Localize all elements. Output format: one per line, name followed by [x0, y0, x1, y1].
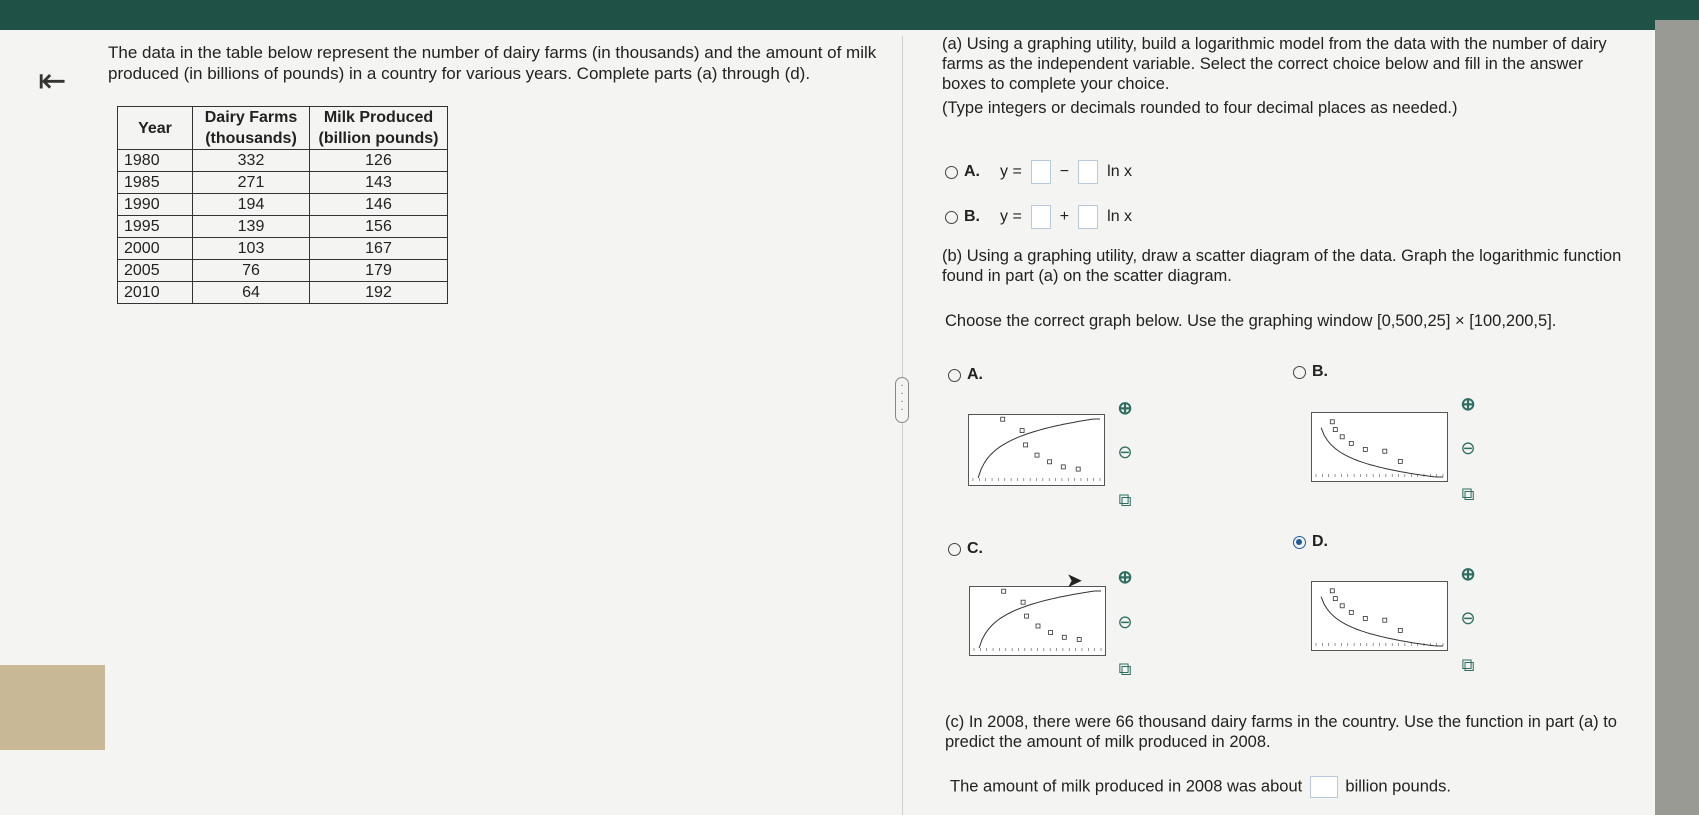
data-point	[1020, 429, 1024, 433]
panel-divider	[902, 36, 903, 815]
part-c-prompt: (c) In 2008, there were 66 thousand dairy farms in the country. Use the function in part (a) to predict the amount of milk produced in 2008.	[945, 713, 1617, 751]
data-point	[1333, 428, 1337, 432]
zoom-in-icon[interactable]: ⊕	[1460, 564, 1476, 584]
data-point	[1340, 604, 1344, 608]
part-a-prompt: (a) Using a graphing utility, build a logarithmic model from the data with the number of dairy farms as the independent variable. Select the correct choice below and fill in the answer boxes to complete your choice.	[942, 35, 1607, 93]
graph-d-plot	[1312, 582, 1447, 650]
answer-box-b1[interactable]	[1031, 205, 1051, 229]
data-point	[1398, 628, 1402, 632]
radio-button[interactable]	[945, 211, 958, 224]
data-point	[1363, 616, 1367, 620]
data-point	[1024, 443, 1028, 447]
radio-button[interactable]	[1293, 366, 1306, 379]
answer-box-c[interactable]	[1310, 776, 1338, 798]
table-row: 1990 194 146	[118, 194, 448, 216]
top-bar	[0, 0, 1699, 30]
column-header-year: Year	[118, 107, 193, 150]
table-row: 1995 139 156	[118, 216, 448, 238]
graph-option-c[interactable]: C.	[948, 540, 983, 558]
table-row: 1985 271 143	[118, 172, 448, 194]
graph-option-a[interactable]: A.	[948, 366, 983, 384]
graph-b[interactable]	[1311, 412, 1448, 482]
data-table	[117, 106, 448, 304]
graph-option-b[interactable]: B.	[1293, 363, 1328, 381]
log-curve	[979, 591, 1101, 648]
data-point	[1021, 600, 1025, 604]
data-point	[1036, 624, 1040, 628]
table-row: 2010 64 192	[118, 282, 448, 304]
data-point	[1001, 417, 1005, 421]
table-row: 2005 76 179	[118, 260, 448, 282]
data-point	[1077, 638, 1081, 642]
popout-icon[interactable]: ⧉	[1461, 655, 1475, 675]
data-point	[1062, 635, 1066, 639]
radio-button-selected[interactable]	[1293, 536, 1306, 549]
zoom-in-icon[interactable]: ⊕	[1460, 394, 1476, 414]
data-point	[1333, 597, 1337, 601]
graph-c[interactable]	[969, 586, 1106, 656]
part-a-note: (Type integers or decimals rounded to four decimal places as needed.)	[942, 99, 1458, 117]
data-point	[1363, 447, 1367, 451]
data-point	[1061, 465, 1065, 469]
table-row: 2000 103 167	[118, 238, 448, 260]
table-row: 1980 332 126	[118, 150, 448, 172]
radio-button[interactable]	[948, 543, 961, 556]
popout-icon[interactable]: ⧉	[1461, 484, 1475, 504]
panel-resize-handle[interactable]: · · · ·	[895, 377, 909, 423]
screen-edge	[1655, 20, 1699, 815]
graph-c-plot	[970, 587, 1105, 655]
zoom-out-icon[interactable]: ⊖	[1460, 438, 1476, 458]
side-panel-tab	[0, 665, 105, 750]
zoom-out-icon[interactable]: ⊖	[1117, 612, 1133, 632]
answer-box-b2[interactable]	[1078, 205, 1098, 229]
data-point	[1340, 435, 1344, 439]
data-point	[1383, 618, 1387, 622]
column-header-milk-produced: Milk Produced (billion pounds)	[310, 107, 448, 150]
data-point	[1349, 441, 1353, 445]
part-b-instruction: Choose the correct graph below. Use the graphing window [0,500,25] × [100,200,5].	[945, 312, 1557, 330]
data-point	[1002, 589, 1006, 593]
part-a-choice-b[interactable]: B. y = + ln x	[945, 205, 1132, 229]
data-point	[1035, 453, 1039, 457]
log-curve	[978, 419, 1100, 478]
data-point	[1076, 467, 1080, 471]
graph-b-plot	[1312, 413, 1447, 481]
graph-d[interactable]	[1311, 581, 1448, 651]
log-curve	[1321, 597, 1443, 646]
graph-a[interactable]	[968, 414, 1105, 486]
part-c-answer: The amount of milk produced in 2008 was about billion pounds.	[950, 776, 1451, 798]
data-point	[1398, 459, 1402, 463]
zoom-in-icon[interactable]: ⊕	[1117, 567, 1133, 587]
data-point	[1349, 610, 1353, 614]
radio-button[interactable]	[945, 166, 958, 179]
data-point	[1048, 460, 1052, 464]
column-header-dairy-farms: Dairy Farms (thousands)	[193, 107, 310, 150]
mouse-cursor-icon: ➤	[1066, 570, 1083, 592]
back-arrow-icon[interactable]: ⇤	[38, 62, 67, 100]
radio-button[interactable]	[948, 369, 961, 382]
data-point	[1049, 631, 1053, 635]
data-point	[1383, 449, 1387, 453]
popout-icon[interactable]: ⧉	[1118, 659, 1132, 679]
zoom-out-icon[interactable]: ⊖	[1117, 442, 1133, 462]
data-point	[1330, 420, 1334, 424]
zoom-out-icon[interactable]: ⊖	[1460, 608, 1476, 628]
data-point	[1025, 614, 1029, 618]
part-b-prompt: (b) Using a graphing utility, draw a scatter diagram of the data. Graph the logarithmic function found in part (a) on the scatter diagram.	[942, 247, 1622, 285]
zoom-in-icon[interactable]: ⊕	[1117, 398, 1133, 418]
graph-a-plot	[969, 415, 1104, 485]
popout-icon[interactable]: ⧉	[1118, 490, 1132, 510]
answer-box-a2[interactable]	[1078, 160, 1098, 184]
graph-option-d[interactable]: D.	[1293, 533, 1328, 551]
question-intro: The data in the table below represent the number of dairy farms (in thousands) and the amount of milk produced (in billions of pounds) in a country for various years. Complete parts (a) through (d).	[108, 43, 877, 83]
part-a-choice-a[interactable]: A. y = − ln x	[945, 160, 1132, 184]
data-point	[1330, 589, 1334, 593]
answer-box-a1[interactable]	[1031, 160, 1051, 184]
log-curve	[1321, 428, 1443, 477]
